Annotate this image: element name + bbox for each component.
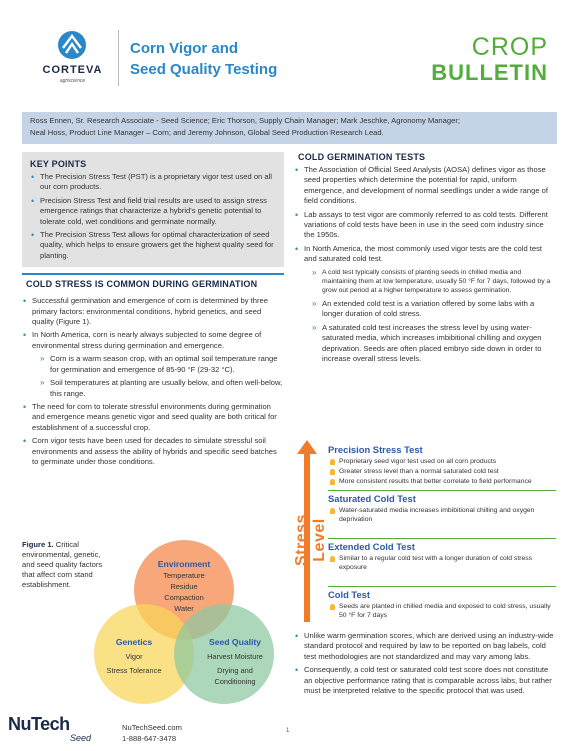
level-item: Seeds are planted in chilled media and exposed to cold stress, usually 50 °F for 7 days [328,602,556,620]
level-item: Proprietary seed vigor test used on all corn products [328,457,556,466]
list-item: • Corn vigor tests have been used for decades to simulate stressful soil environments and assess the ability of hybrids and specific seed batches to germinate under those conditions. [22,436,284,467]
precision-stress-test-level [328,444,556,486]
list-item-text: In North America, the most commonly used vigor tests are the cold test and saturated cold test. [304,243,543,264]
seed-quality-item: Drying and [217,666,253,675]
seed-quality-item: Conditioning [214,677,256,686]
right-column [294,152,556,364]
corteva-logo [35,28,110,92]
cold-stress-heading: COLD STRESS IS COMMON DURING GERMINATION [26,279,258,290]
authors-bar [22,112,557,144]
authors-line-2: Neal Hoss, Product Line Manager – Corn; and Jeremy Johnson, Global Seed Production Research Lead. [30,128,384,137]
level-item: More consistent results that better correlate to field performance [328,477,556,486]
header-divider [118,30,119,86]
seed-quality-label [196,636,274,687]
cold-germination-list [294,165,556,364]
key-points-box [22,152,284,267]
venn-diagram [94,540,294,712]
bottom-list [294,631,556,696]
sub-list-item: » An extended cold test is a variation offered by some labs with a longer duration of cold stress. [312,299,556,320]
website-link[interactable]: NuTechSeed.com [122,723,182,732]
level-divider [328,586,556,587]
level-title: Extended Cold Test [328,541,415,552]
phone-number: 1-888-647-3478 [122,734,177,743]
list-item: • Lab assays to test vigor are commonly referred to as cold tests. Different variations of cold tests have been in use in the seed corn industry since the 1950s. [294,210,556,241]
level-divider [328,490,556,491]
genetics-label [94,636,174,676]
genetics-item: Vigor [125,652,143,661]
bottom-right-text [294,628,556,696]
cold-test-level [328,586,556,620]
footer-contact [122,722,182,744]
logo-wordmark: CORTEVA [42,64,103,76]
figure-label: Figure 1. [22,540,54,549]
key-points-list [30,172,276,261]
environment-item: Temperature [163,571,205,580]
cold-stress-list [22,296,284,467]
document-title [130,38,380,80]
crop-label: CROP [471,33,548,61]
sub-list [32,354,284,399]
list-item: • The Association of Official Seed Analysts (AOSA) defines vigor as those seed properties which determine the potential for rapid, uniform emergence, and development of normal seedlings under a wide range of field conditions. [294,165,556,207]
sub-list [304,268,556,296]
sub-list-item: » Corn is a warm season crop, with an optimal soil temperature range for germination and emergence of 85-90 °F (29-32 °C). [40,354,284,375]
nutech-logo [8,714,118,748]
level-item: Water-saturated media increases imbibitional chilling and oxygen deprivation [328,506,556,524]
list-item: • The Precision Stress Test (PST) is a proprietary vigor test used on all our corn products. [30,172,276,193]
key-points-heading: KEY POINTS [30,159,87,169]
level-title: Precision Stress Test [328,444,423,455]
stress-level-graphic [294,440,556,622]
bulletin-label: BULLETIN [431,60,548,85]
environment-item: Residue [170,582,198,591]
page-header [0,0,577,108]
sub-list-item: » A cold test typically consists of planting seeds in chilled media and maintaining them at low temperature, usually 50 °F for 7 days, followed by a grow out period at a higher temperature to assess germination. [312,268,556,296]
genetics-title: Genetics [115,637,153,647]
sub-list-item: » Soil temperatures at planting are usually below, and often well-below, this range. [40,378,284,399]
environment-title: Environment [157,559,211,569]
title-line-2: Seed Quality Testing [130,61,278,78]
logo-subtitle: agriscience [59,78,86,84]
level-item: Greater stress level than a normal saturated cold test [328,467,556,476]
left-column [22,152,284,467]
figure-caption-text: Critical environmental, genetic, and seed quality factors that affect corn stand establishment. [22,540,103,589]
nutech-seed-tag: Seed [70,733,92,743]
seed-quality-item: Harvest Moisture [207,652,263,661]
environment-item: Compaction [164,593,204,602]
list-item [22,330,284,398]
list-item: • Successful germination and emergence of corn is determined by three primary factors: environmental conditions, hybrid genetics, and seed quality (Figure 1). [22,296,284,327]
corteva-leaf-icon [57,30,87,60]
authors-line-1: Ross Ennen, Sr. Research Associate - Seed Science; Eric Thorson, Supply Chain Manager; Mark Jeschke, Agronomy Manager; [30,116,460,125]
environment-label [134,558,234,614]
list-item-text: In North America, corn is nearly always subjected to some degree of environmental stress during germination and emergence. [32,330,262,350]
seed-quality-title: Seed Quality [208,637,262,647]
list-item: • Consequently, a cold test or saturated cold test score does not constitute an objective performance rating that is comparable across labs, but rather must be interpreted relative to the specific protocol that was used. [294,665,556,696]
saturated-cold-test-level [328,490,556,524]
level-item: Similar to a regular cold test with a longer duration of cold stress exposure [328,554,556,572]
figure-1 [22,540,284,710]
extended-cold-test-level [328,538,556,572]
level-title: Saturated Cold Test [328,493,416,504]
sub-list [304,299,556,364]
list-item: • Unlike warm germination scores, which are derived using an industry-wide standard protocol and required by law to be reported on bag labels, cold test methodologies are not standardized and may vary among labs. [294,631,556,662]
sub-list-item: » A saturated cold test increases the stress level by using water-saturated media, which increases imbibitional chilling and oxygen deprivation. Seeds are often placed embryo side down in order to increase overall stress levels. [312,323,556,365]
list-item [294,244,556,364]
genetics-item: Stress Tolerance [106,666,162,675]
page-number: 1 [286,728,290,734]
environment-item: Water [174,604,194,613]
stress-level-label: Stress Level [293,514,328,566]
list-item: • The need for corn to tolerate stressful environments during germination and emergence means genetic vigor and seed quality are both critical for establishment of a successful crop. [22,402,284,433]
nutech-wordmark: NuTech [8,714,70,734]
level-title: Cold Test [328,589,371,600]
cold-germination-heading: COLD GERMINATION TESTS [298,152,426,162]
list-item: • Precision Stress Test and field trial results are used to assign stress emergence ratings that characterize a hybrid's genetic potential to tolerate cold, wet conditions and germinate normally. [30,196,276,227]
level-divider [328,538,556,539]
list-item: • The Precision Stress Test allows for optimal characterization of seed quality, which helps to ensure growers get the highest quality seed for planting. [30,230,276,261]
title-line-1: Corn Vigor and [130,40,239,57]
